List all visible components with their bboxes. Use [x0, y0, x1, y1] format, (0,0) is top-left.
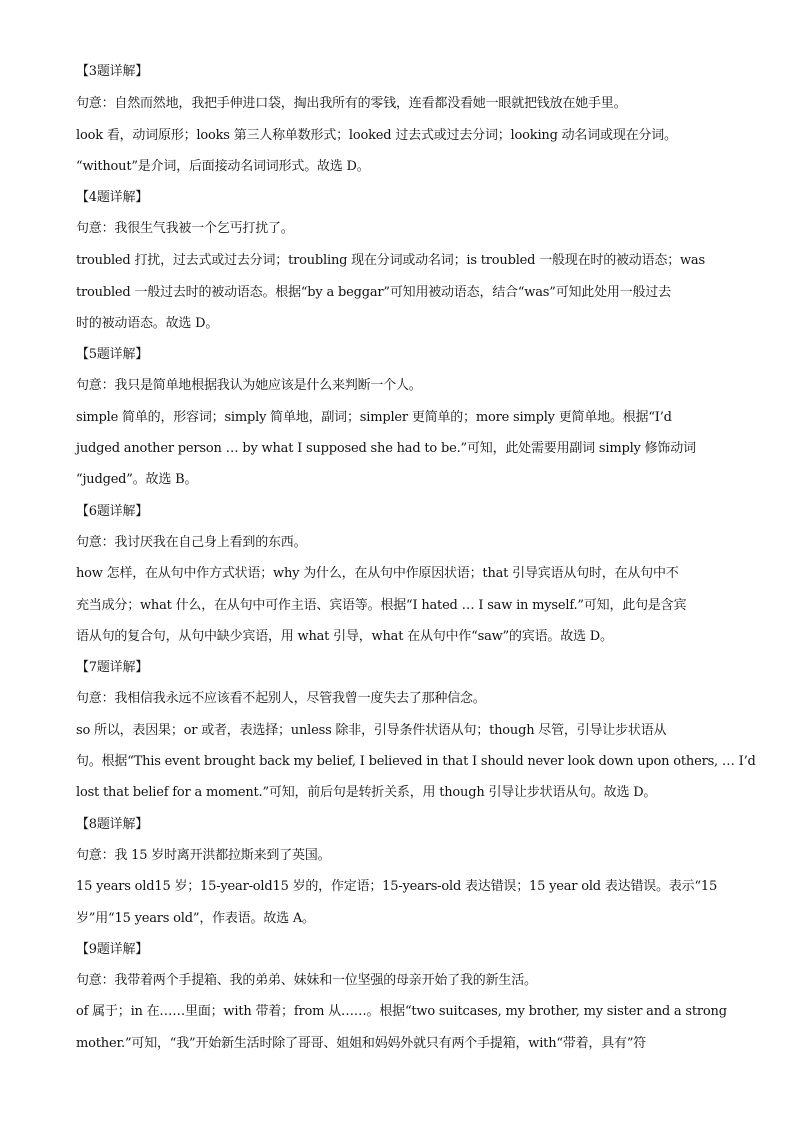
text-line: judged another person … by what I supposed she had to be.”可知，此处需要用副词 simply 修饰动词 [76, 441, 696, 456]
text-line: 句意：自然而然地，我把手伸进口袋，掏出我所有的零钱，连看都没看她一眼就把钱放在她手里。 [76, 96, 627, 111]
text-line: troubled 一般过去时的被动语态。根据“by a beggar”可知用被动语态，结合“was”可知此处用一般过去 [76, 285, 671, 300]
text-line: mother.”可知，“我”开始新生活时除了哥哥、姐姐和妈妈外就只有两个手提箱，with“带着，具有”符 [76, 1036, 647, 1051]
text-line: 岁”用“15 years old”，作表语。故选 A。 [76, 911, 315, 926]
section-heading-6: 【6题详解】 [76, 504, 149, 519]
text-line: 句意：我只是简单地根据我认为她应该是什么来判断一个人。 [76, 378, 422, 393]
section-heading-4: 【4题详解】 [76, 190, 149, 205]
section-heading-3: 【3题详解】 [76, 64, 149, 79]
text-line: 充当成分；what 什么，在从句中可作主语、宾语等。根据“I hated … I saw in myself.”可知，此句是含宾 [76, 598, 687, 613]
text-line: 15 years old15 岁；15-year-old15 岁的，作定语；15-years-old 表达错误；15 year old 表达错误。表示“15 [76, 879, 718, 894]
text-line: so 所以，表因果；or 或者，表选择；unless 除非，引导条件状语从句；though 尽管，引导让步状语从 [76, 723, 667, 738]
text-line: how 怎样，在从句中作方式状语；why 为什么，在从句中作原因状语；that 引导宾语从句时，在从句中不 [76, 566, 679, 581]
text-line: 句意：我很生气我被一个乞丐打扰了。 [76, 221, 294, 236]
section-heading-8: 【8题详解】 [76, 817, 149, 832]
text-line: look 看，动词原形；looks 第三人称单数形式；looked 过去式或过去分词；looking 动名词或现在分词。 [76, 128, 677, 143]
text-line: 句意：我相信我永远不应该看不起别人，尽管我曾一度失去了那种信念。 [76, 691, 486, 706]
section-heading-5: 【5题详解】 [76, 347, 149, 362]
text-line: 句意：我讨厌我在自己身上看到的东西。 [76, 535, 307, 550]
text-line: 句意：我 15 岁时离开洪都拉斯来到了英国。 [76, 848, 331, 863]
text-line: lost that belief for a moment.”可知，前后句是转折关系，用 though 引导让步状语从句。故选 D。 [76, 785, 657, 800]
text-line: 句意：我带着两个手提箱、我的弟弟、妹妹和一位坚强的母亲开始了我的新生活。 [76, 973, 537, 988]
text-line: 句。根据“This event brought back my belief, I believed in that I should never look down upon others, … I’d [76, 754, 756, 769]
section-heading-9: 【9题详解】 [76, 942, 149, 957]
text-line: 时的被动语态。故选 D。 [76, 316, 219, 331]
text-line: “judged”。故选 B。 [76, 472, 198, 487]
text-line: of 属于；in 在……里面；with 带着；from 从……。根据“two suitcases, my brother, my sister and a strong [76, 1004, 727, 1019]
section-heading-7: 【7题详解】 [76, 660, 149, 675]
text-line: 语从句的复合句，从句中缺少宾语，用 what 引导，what 在从句中作“saw”的宾语。故选 D。 [76, 629, 613, 644]
text-line: “without”是介词，后面接动名词词形式。故选 D。 [76, 159, 370, 174]
text-line: troubled 打扰，过去式或过去分词；troubling 现在分词或动名词；is troubled 一般现在时的被动语态；was [76, 253, 705, 268]
text-line: simple 简单的，形容词；simply 简单地，副词；simpler 更简单的；more simply 更简单地。根据“I’d [76, 410, 672, 425]
